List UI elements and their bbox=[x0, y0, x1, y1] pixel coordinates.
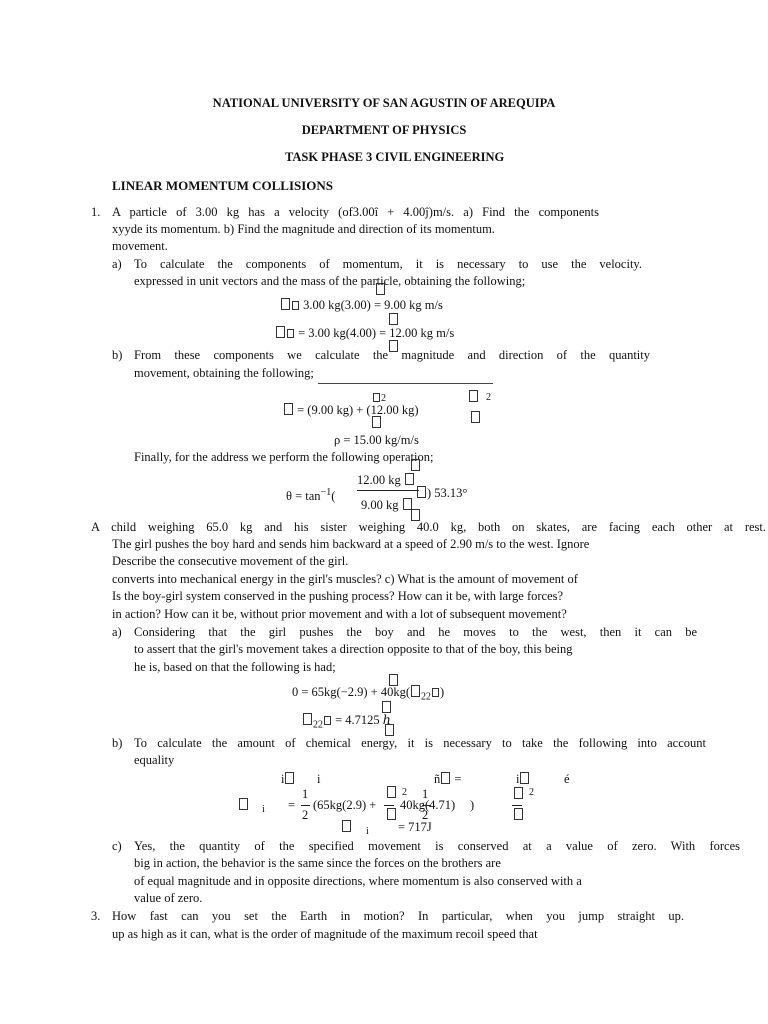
problem-1-line-3: movement. bbox=[112, 239, 168, 253]
section-title: LINEAR MOMENTUM COLLISIONS bbox=[112, 178, 334, 193]
energy-eq-close: ) bbox=[470, 798, 475, 812]
problem-1-number: 1. bbox=[91, 205, 101, 219]
energy-eq-lhs bbox=[238, 797, 249, 813]
p1-a-line-2: expressed in unit vectors and the mass of the particle, obtaining the following; bbox=[134, 274, 526, 288]
p1-b-line-1: From these components we calculate the magnitude and direction of the quantity bbox=[134, 348, 650, 362]
p1-a-line-1: To calculate the components of momentum, it is necessary to use the velocity. bbox=[134, 257, 642, 271]
sqrt-bar bbox=[318, 383, 493, 384]
equation-rho: ρ = 15.00 kg/m/s bbox=[334, 433, 419, 447]
problem-2-line-6: in action? How can it be, without prior movement and with a lot of subsequent movement? bbox=[112, 607, 567, 621]
p2-c-label: c) bbox=[112, 839, 122, 853]
energy-eq-sub: i bbox=[262, 804, 265, 815]
p2-c-line-2: big in action, the behavior is the same since the forces on the brothers are bbox=[134, 856, 501, 870]
energy-result-lhs bbox=[341, 819, 352, 835]
fraction-one: 1 bbox=[302, 787, 309, 801]
equation-px: 3.00 kg(3.00) = 9.00 kg m/s bbox=[280, 297, 443, 313]
problem-3-number: 3. bbox=[91, 909, 101, 923]
eq-placeholder-glyph bbox=[470, 410, 481, 426]
eq-placeholder-glyph bbox=[513, 786, 524, 802]
problem-1-line-1: A particle of 3.00 kg has a velocity (of3.00î + 4.00ĵ)m/s. a) Find the components bbox=[112, 205, 599, 219]
p2-a-line-1: Considering that the girl pushes the boy and he moves to the west, then it can be bbox=[134, 625, 697, 639]
equation-momentum-balance: 0 = 65kg(−2.9) + 40kg( $_{22}$ ) bbox=[292, 685, 445, 703]
problem-2-line-3: Describe the consecutive movement of the girl. bbox=[112, 554, 349, 568]
fraction-bar bbox=[301, 805, 310, 806]
fraction-bar bbox=[422, 805, 431, 806]
fraction-bar bbox=[357, 490, 419, 491]
energy-eq-mid: (65kg(2.9) + bbox=[313, 798, 377, 812]
equation-girl-velocity: $_{22}$ = 4.7125 ℎ bbox=[302, 712, 391, 734]
theta-numerator: 12.00 kg bbox=[357, 472, 415, 488]
energy-eq-top: i bbox=[317, 772, 321, 786]
problem-1-line-2: xyyde its momentum. b) Find the magnitude and direction of its momentum. bbox=[112, 222, 495, 236]
department-title: DEPARTMENT OF PHYSICS bbox=[301, 123, 467, 137]
energy-eq-mid2: 40kg(4.71) bbox=[400, 798, 456, 812]
p2-b-label: b) bbox=[112, 736, 123, 750]
energy-result: = 717J bbox=[398, 820, 432, 834]
eq-placeholder-glyph bbox=[386, 807, 397, 823]
problem-3-line-2: up as high as it can, what is the order of magnitude of the maximum recoil speed that bbox=[112, 927, 538, 941]
p2-b-line-2: equality bbox=[134, 753, 175, 767]
eq-placeholder-glyph bbox=[386, 785, 397, 801]
energy-result-sub: i bbox=[366, 826, 369, 837]
theta-denominator: 9.00 kg bbox=[361, 497, 413, 513]
p2-a-line-2: to assert that the girl's movement takes a direction opposite to that of the boy, this being bbox=[134, 642, 573, 656]
p2-b-line-1: To calculate the amount of chemical energy, it is necessary to take the following into account bbox=[134, 736, 706, 750]
problem-2-line-4: converts into mechanical energy in the girl's muscles? c) What is the amount of movement of bbox=[112, 572, 578, 586]
eq-placeholder-glyph bbox=[371, 415, 382, 431]
p2-c-line-1: Yes, the quantity of the specified movement is conserved at a value of zero. With forces bbox=[134, 839, 740, 853]
eq-placeholder-glyph bbox=[375, 282, 386, 298]
p2-a-label: a) bbox=[112, 625, 122, 639]
energy-eq-equals: = bbox=[288, 798, 296, 812]
theta-result: ) 53.13° bbox=[416, 485, 467, 501]
energy-eq-top: i bbox=[516, 771, 530, 787]
task-title: TASK PHASE 3 CIVIL ENGINEERING bbox=[285, 150, 505, 164]
p1-b-line-2: movement, obtaining the following; bbox=[134, 366, 314, 380]
p1-finally: Finally, for the address we perform the following operation; bbox=[134, 450, 434, 464]
equation-superscript: 2 bbox=[372, 391, 386, 407]
p2-c-line-4: value of zero. bbox=[134, 891, 203, 905]
fraction-two: 2 bbox=[302, 808, 309, 822]
energy-eq-top: é bbox=[564, 772, 570, 786]
p1-a-label: a) bbox=[112, 257, 122, 271]
fraction-two: 2 bbox=[422, 808, 429, 822]
p2-a-line-3: he is, based on that the following is had; bbox=[134, 660, 336, 674]
fraction-bar bbox=[512, 805, 522, 806]
fraction-bar bbox=[384, 805, 394, 806]
energy-eq-top: i bbox=[281, 771, 295, 787]
equation-py: = 3.00 kg(4.00) = 12.00 kg m/s bbox=[275, 325, 454, 341]
equation-superscript: 2 bbox=[486, 392, 491, 403]
problem-2-line-5: Is the boy-girl system conserved in the pushing process? How can it be, with large forces? bbox=[112, 589, 564, 603]
equation-theta: $\theta = \tan^{-1}$( bbox=[286, 487, 336, 504]
energy-eq-top: ñ = bbox=[434, 772, 462, 786]
problem-2-line-1: A child weighing 65.0 kg and his sister weighing 40.0 kg, both on skates, are facing each other at rest. bbox=[91, 520, 766, 534]
fraction-one: 1 bbox=[422, 787, 429, 801]
problem-3-line-1: How fast can you set the Earth in motion? In particular, when you jump straight up. bbox=[112, 909, 684, 923]
p2-c-line-3: of equal magnitude and in opposite directions, where momentum is also conserved with a bbox=[134, 874, 582, 888]
equation-superscript: 2 bbox=[402, 787, 407, 798]
eq-placeholder-glyph bbox=[468, 389, 479, 405]
problem-2-line-2: The girl pushes the boy hard and sends him backward at a speed of 2.90 m/s to the west. Ignore bbox=[112, 537, 590, 551]
eq-placeholder-glyph bbox=[513, 807, 524, 823]
equation-momentum-magnitude: = (9.00 kg) + (12.00 kg) bbox=[283, 402, 419, 418]
university-title: NATIONAL UNIVERSITY OF SAN AGUSTIN OF AREQUIPA bbox=[212, 96, 556, 110]
equation-superscript: 2 bbox=[529, 787, 534, 798]
p1-b-label: b) bbox=[112, 348, 123, 362]
